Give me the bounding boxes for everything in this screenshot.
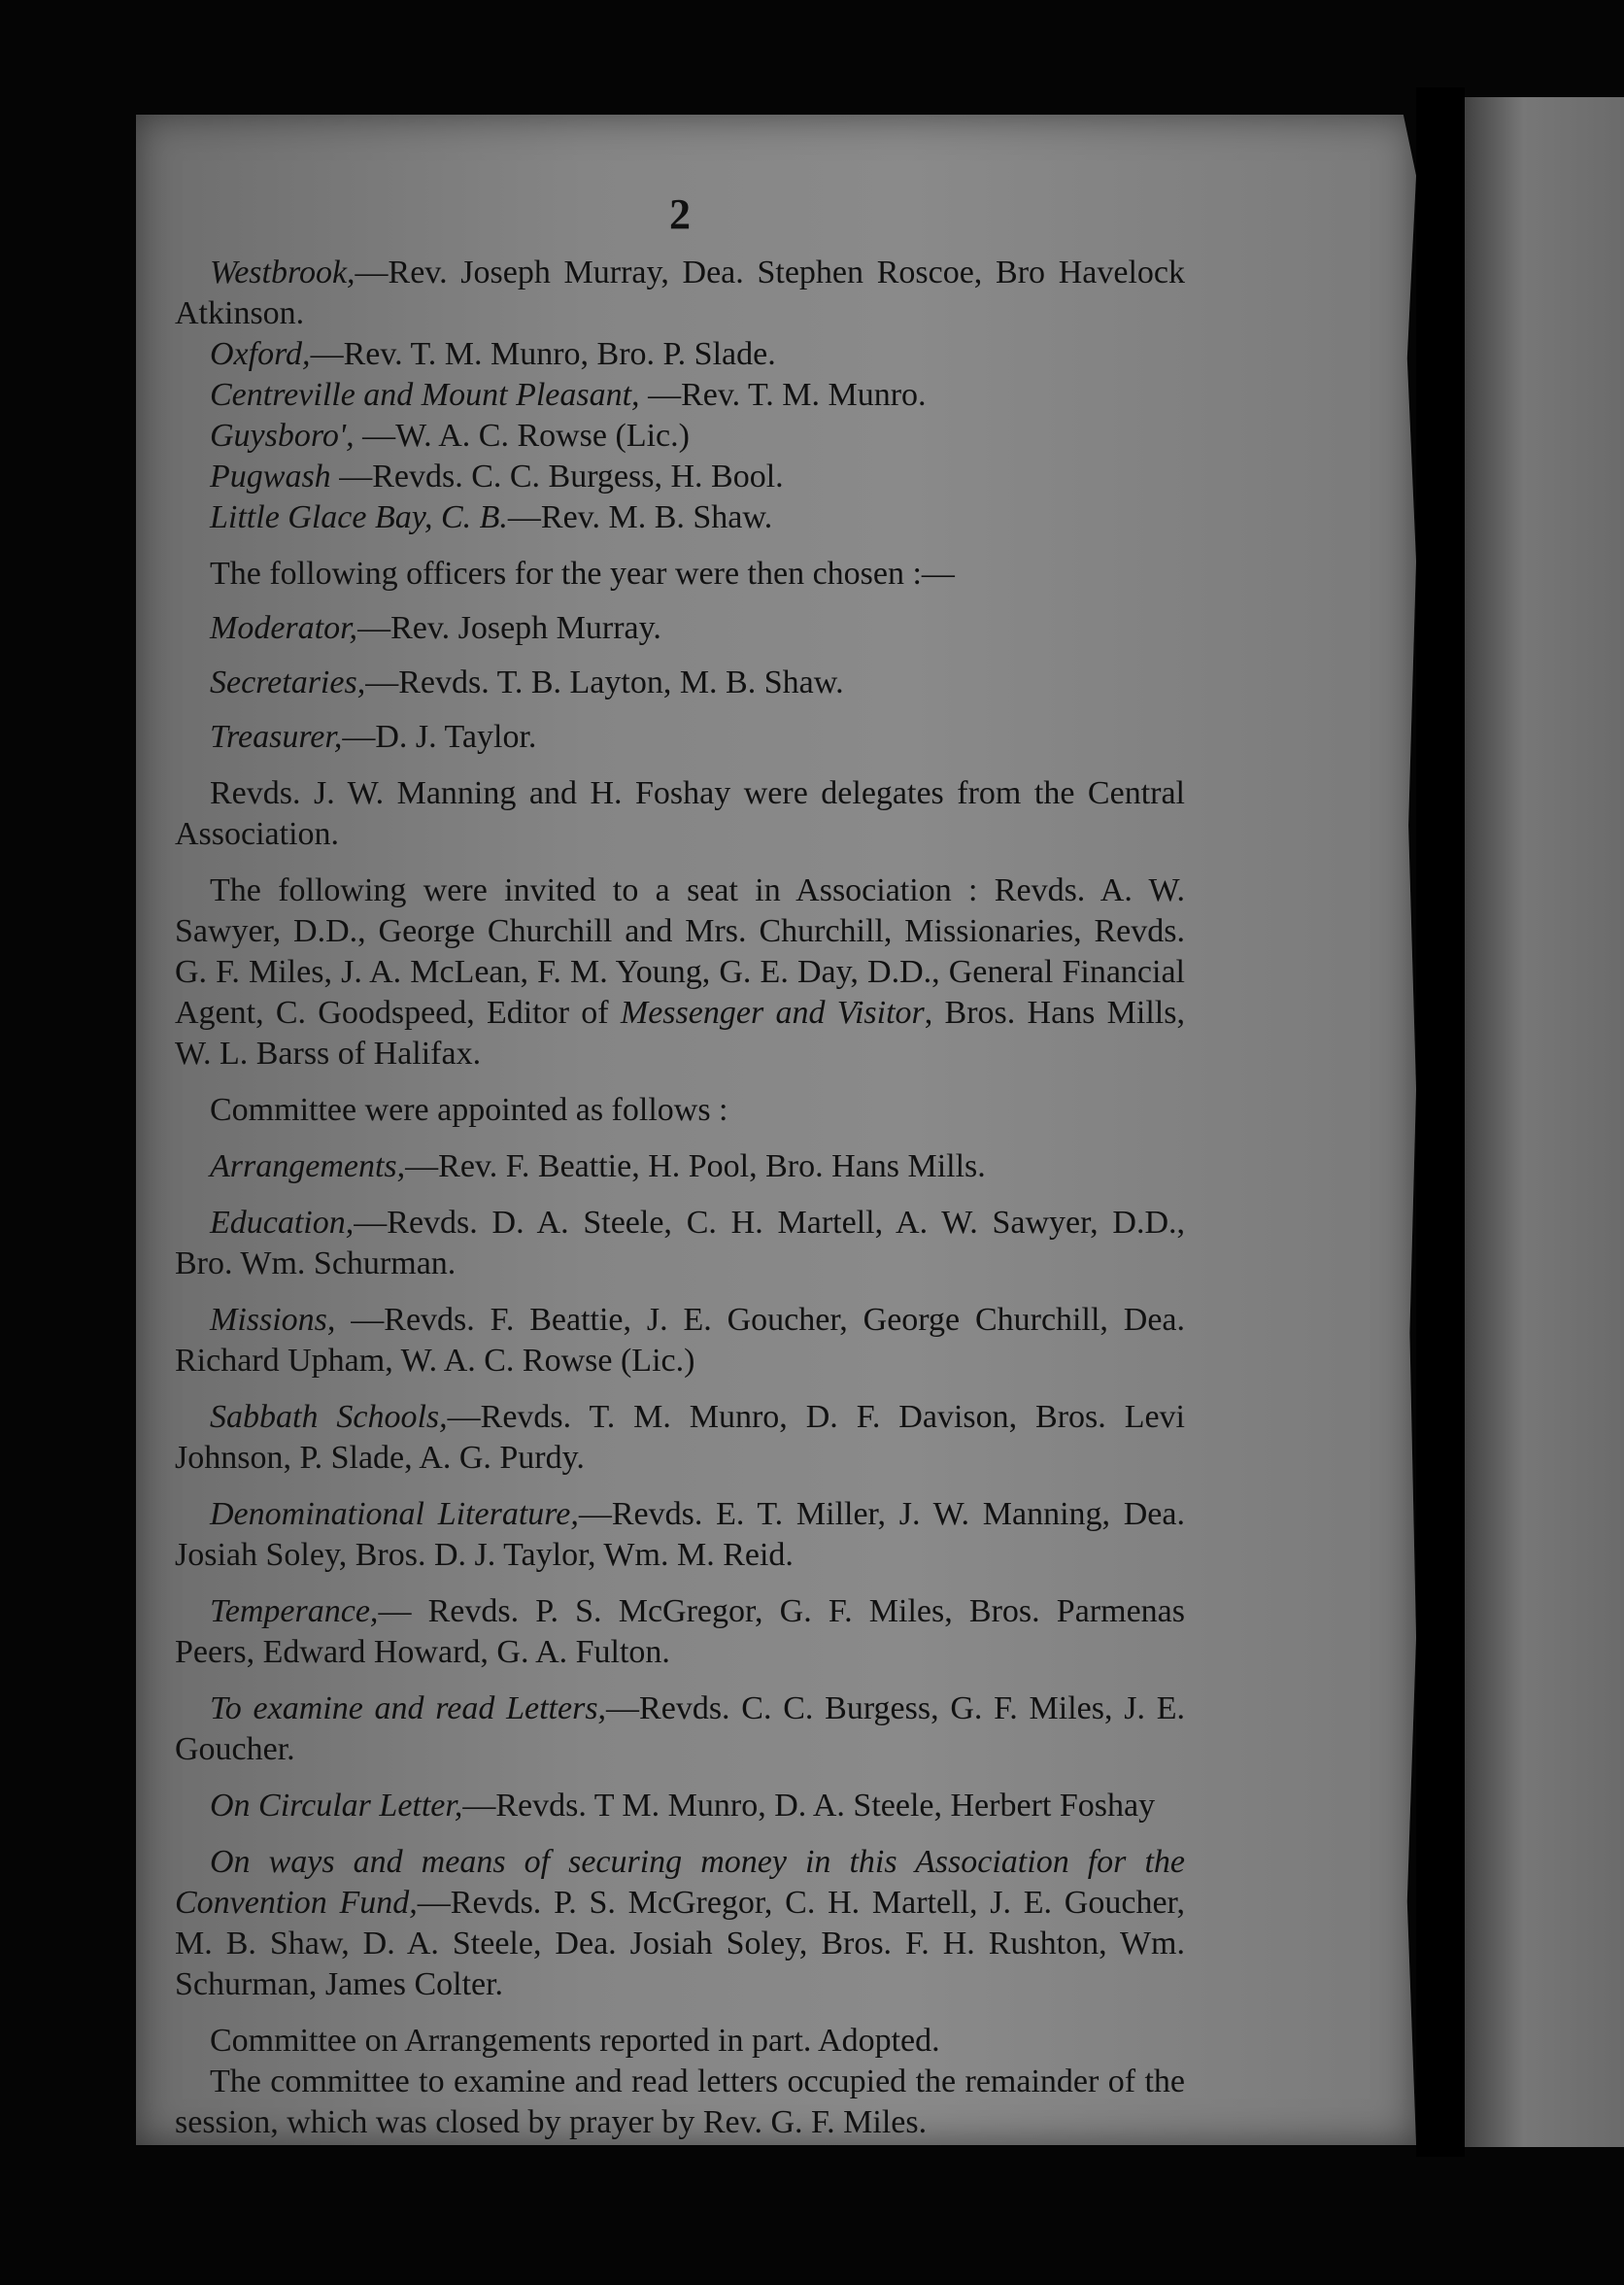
committee-entry <box>175 1842 1185 2005</box>
delegate-names: —Rev. Joseph Murray, Dea. Stephen Roscoe, Bro Havelock Atkinson. <box>175 255 1185 331</box>
publication-title: Messenger and Visitor <box>620 995 925 1031</box>
officer-entry <box>175 717 1185 758</box>
church-name: Guysboro', <box>210 418 355 454</box>
committee-name: Education, <box>210 1205 355 1241</box>
committee-name: Temperance, <box>210 1593 379 1629</box>
church-name: Oxford, <box>210 336 311 372</box>
committee-members: —Revds. E. T. Miller, J. W. Manning, Dea. Josiah Soley, Bros. D. J. Taylor, Wm. M. Reid. <box>175 1496 1185 1573</box>
officer-title: Treasurer, <box>210 719 343 755</box>
officer-name: —D. J. Taylor. <box>342 719 537 755</box>
delegates-paragraph: Revds. J. W. Manning and H. Foshay were delegates from the Central Association. <box>175 775 1185 852</box>
church-name: Centreville and Mount Pleasant, <box>210 377 640 413</box>
officers-intro: The following officers for the year were then chosen :— <box>210 556 955 592</box>
committee-members: — Revds. P. S. McGregor, G. F. Miles, Bros. Parmenas Peers, Edward Howard, G. A. Fulton. <box>175 1593 1185 1670</box>
officer-entry <box>175 663 1185 703</box>
committee-members: —Revds. D. A. Steele, C. H. Martell, A. W. Sawyer, D.D., Bro. Wm. Schurman. <box>175 1205 1185 1281</box>
committee-entry <box>175 1300 1185 1381</box>
committee-name: Denominational Literature, <box>210 1496 579 1532</box>
delegate-names: —Revds. C. C. Burgess, H. Bool. <box>330 459 784 495</box>
committee-entry <box>175 1146 1185 1187</box>
officer-entry <box>175 608 1185 649</box>
delegate-names: —Rev. M. B. Shaw. <box>507 499 773 535</box>
committee-members: —Revds. T. M. Munro, D. F. Davison, Bros. Levi Johnson, P. Slade, A. G. Purdy. <box>175 1399 1186 1476</box>
church-name: Westbrook, <box>210 255 355 290</box>
book-gutter <box>1416 87 1465 2157</box>
delegate-names: —W. A. C. Rowse (Lic.) <box>354 418 690 454</box>
invited-text-b: , Bros. Hans Mills, W. L. Barss of Halifax. <box>175 995 1185 1072</box>
delegate-names: —Rev. T. M. Munro, Bro. P. Slade. <box>310 336 776 372</box>
reported-paragraph: Committee on Arrangements reported in part. Adopted. <box>210 2023 940 2059</box>
church-name: Pugwash <box>210 459 331 495</box>
committee-name: Arrangements, <box>210 1148 406 1184</box>
delegate-entry <box>175 375 1185 416</box>
committee-members: —Revds. T M. Munro, D. A. Steele, Herbert Foshay <box>462 1788 1156 1824</box>
invited-paragraph <box>175 870 1185 1074</box>
delegate-names: —Rev. T. M. Munro. <box>639 377 927 413</box>
committee-entry <box>175 1397 1185 1479</box>
committees-intro: Committee were appointed as follows : <box>210 1092 728 1128</box>
adjacent-page <box>1457 97 1624 2147</box>
church-name: Little Glace Bay, C. B. <box>210 499 508 535</box>
committee-name: Missions, <box>210 1302 336 1338</box>
committee-members: —Revds. F. Beattie, J. E. Goucher, George Churchill, Dea. Richard Upham, W. A. C. Rowse (Lic.) <box>175 1302 1185 1379</box>
delegate-entry <box>175 334 1185 375</box>
officer-name: —Revds. T. B. Layton, M. B. Shaw. <box>365 665 844 700</box>
committee-entry <box>175 1203 1185 1284</box>
officer-name: —Rev. Joseph Murray. <box>357 610 661 646</box>
committee-name: On ways and means of securing money in this Association for the Convention Fund, <box>175 1844 1185 1921</box>
document-text <box>175 190 1186 2143</box>
officer-title: Moderator, <box>210 610 358 646</box>
delegate-entry <box>175 253 1185 334</box>
officer-title: Secretaries, <box>210 665 366 700</box>
delegate-entry <box>175 416 1185 457</box>
committee-name: Sabbath Schools, <box>210 1399 448 1435</box>
delegate-entry <box>175 497 1185 538</box>
invited-text-a: The following were invited to a seat in Association : Revds. A. W. Sawyer, D.D., George Churchill and Mrs. Churchill, Missionaries, Revds. G. F. Miles, J. A. McLean, F. M. Young, G. E. Day, D.D., General Financial Agent, C. Goodspeed, Editor of <box>175 872 1185 1031</box>
delegate-entry <box>175 457 1185 497</box>
committee-members: —Rev. F. Beattie, H. Pool, Bro. Hans Mills. <box>405 1148 986 1184</box>
committee-members: —Revds. C. C. Burgess, G. F. Miles, J. E. Goucher. <box>175 1690 1185 1767</box>
committee-name: On Circular Letter, <box>210 1788 463 1824</box>
committee-entry <box>175 1688 1185 1770</box>
committee-entry <box>175 1786 1185 1826</box>
committee-entry <box>175 1494 1185 1576</box>
committee-entry <box>175 1591 1185 1673</box>
committee-members: —Revds. P. S. McGregor, C. H. Martell, J. E. Goucher, M. B. Shaw, D. A. Steele, Dea. Josiah Soley, Bros. F. H. Rushton, Wm. Schurman, James Colter. <box>175 1885 1185 2002</box>
page-number: 2 <box>669 190 691 238</box>
committee-name: To examine and read Letters, <box>210 1690 607 1726</box>
closing-paragraph: The committee to examine and read letters occupied the remainder of the session, which was closed by prayer by Rev. G. F. Miles. <box>175 2063 1185 2140</box>
